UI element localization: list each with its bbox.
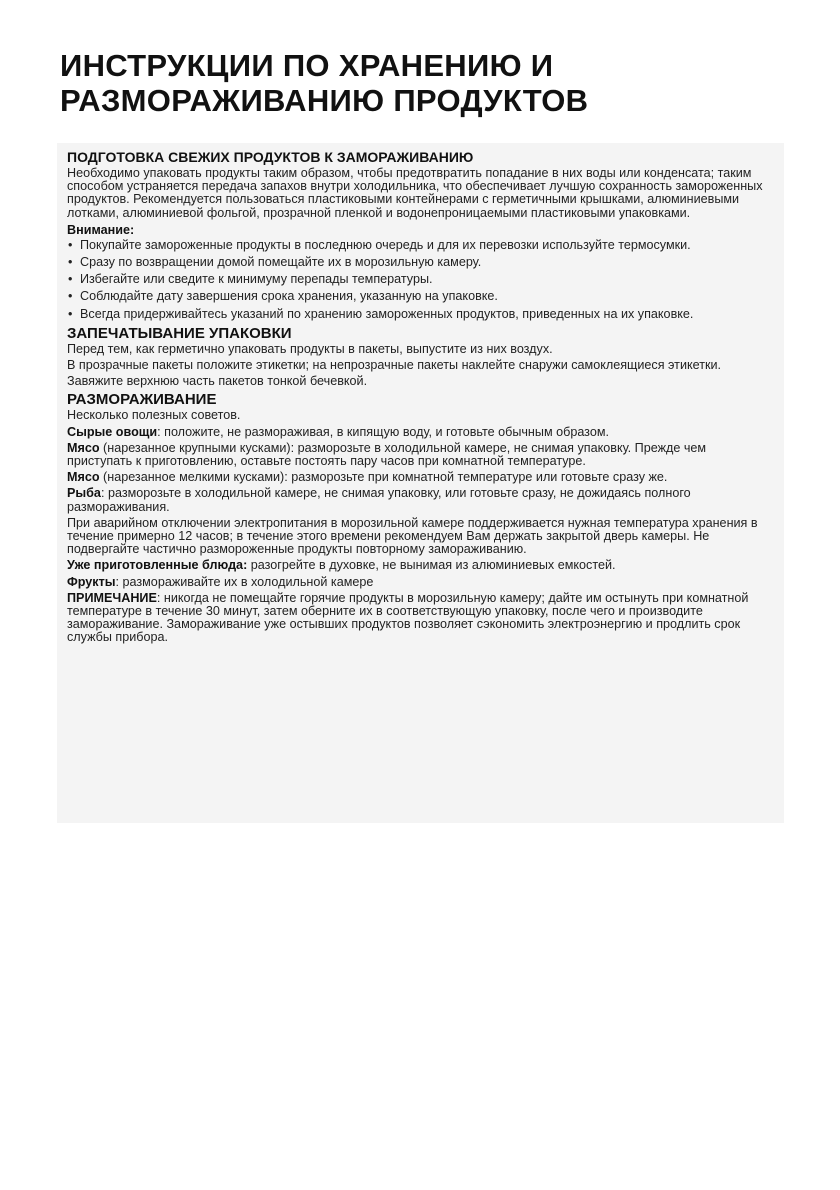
page-title-line-2: РАЗМОРАЖИВАНИЮ ПРОДУКТОВ — [60, 83, 589, 118]
bullet-icon: • — [68, 289, 73, 304]
preparation-intro: Необходимо упаковать продукты таким образом, чтобы предотвратить попадание в них воды или конденсата; таким способом устраняется передача запахов внутри холодильника, что обеспечивает лучшую сохранность замороженных продуктов. Рекомендуется пользоваться пластиковыми контейнерами с герметичными крышками, алюминиевыми лотками, алюминиевой фольгой, прозрачной пленкой и водонепроницаемыми пластиковыми упаковками. — [67, 166, 763, 220]
list-item — [67, 239, 774, 252]
sealing-paragraph: Завяжите верхнюю часть пакетов тонкой бечевкой. — [67, 374, 368, 389]
tip-meat-small — [67, 471, 774, 484]
list-item-text: Всегда придерживайтесь указаний по хранению замороженных продуктов, приведенных на их упаковке. — [80, 306, 694, 321]
list-item — [67, 256, 774, 269]
tip-label: Сырые овощи — [67, 424, 158, 439]
section-sealing — [67, 325, 774, 389]
list-item-text: Избегайте или сведите к минимуму перепады температуры. — [80, 272, 433, 287]
sealing-paragraph: В прозрачные пакеты положите этикетки; на непрозрачные пакеты наклейте снаружи самоклеящиеся этикетки. — [67, 358, 722, 373]
tip-fruits — [67, 576, 774, 589]
tip-text: : размораживайте их в холодильной камере — [115, 574, 374, 589]
section-thawing — [67, 391, 774, 644]
tip-raw-vegetables — [67, 426, 774, 439]
tip-meat-large — [67, 442, 774, 468]
note-paragraph — [67, 592, 774, 645]
tip-text: : разморозьте в холодильной камере, не снимая упаковку, или готовьте сразу, не дожидаясь полного размораживания. — [67, 486, 691, 514]
tip-label: Уже приготовленные блюда: — [67, 558, 248, 573]
power-outage-paragraph: При аварийном отключении электропитания в морозильной камере поддерживается нужная температура хранения в течение примерно 12 часов; в течение этого времени рекомендуем Вам держать закрытой дверь камеры. Не подвергайте частично размороженные продукты повторному замораживанию. — [67, 515, 758, 557]
list-item — [67, 290, 774, 303]
tip-fish — [67, 487, 774, 513]
attention-label: Внимание: — [67, 222, 135, 237]
instructions-panel — [57, 143, 784, 823]
tip-label: Мясо — [67, 440, 100, 455]
list-item-text: Соблюдайте дату завершения срока хранения, указанную на упаковке. — [80, 289, 498, 304]
page-title-line-1: ИНСТРУКЦИИ ПО ХРАНЕНИЮ И — [60, 48, 554, 83]
section-preparation — [67, 149, 774, 321]
tip-text: (нарезанное крупными кусками): разморозьте в холодильной камере, не снимая упаковку. Прежде чем приступать к приготовлению, оставьте постоять пару часов при комнатной температуре. — [67, 440, 707, 469]
tip-text: разогрейте в духовке, не вынимая из алюминиевых емкостей. — [247, 558, 616, 573]
list-item-text: Покупайте замороженные продукты в последнюю очередь и для их перевозки используйте термосумки. — [80, 237, 691, 252]
list-item — [67, 273, 774, 286]
note-text: : никогда не помещайте горячие продукты в морозильную камеру; дайте им остынуть при комнатной температуре в течение 30 минут, затем оберните их в соответствующую упаковку, после чего и производите замораживание. Замораживание уже остывших продуктов позволяет сэкономить электроэнергию и продлить срок службы прибора. — [67, 590, 749, 645]
thawing-intro: Несколько полезных советов. — [67, 408, 241, 423]
page-title — [60, 48, 800, 118]
tip-label: Мясо — [67, 470, 100, 485]
section-heading-sealing: ЗАПЕЧАТЫВАНИЕ УПАКОВКИ — [67, 324, 292, 342]
bullet-icon: • — [68, 272, 73, 287]
section-heading-thawing: РАЗМОРАЖИВАНИЕ — [67, 391, 217, 409]
bullet-icon: • — [68, 306, 73, 321]
list-item-text: Сразу по возвращении домой помещайте их в морозильную камеру. — [80, 255, 482, 270]
tip-ready-meals — [67, 559, 774, 572]
bullet-icon: • — [68, 255, 73, 270]
attention-list — [67, 239, 774, 321]
section-heading-preparation: ПОДГОТОВКА СВЕЖИХ ПРОДУКТОВ К ЗАМОРАЖИВАНИЮ — [67, 149, 474, 165]
tip-label: Рыба — [67, 486, 101, 501]
bullet-icon: • — [68, 237, 73, 252]
tip-label: Фрукты — [67, 574, 116, 589]
list-item — [67, 308, 774, 321]
tip-text: : положите, не размораживая, в кипящую воду, и готовьте обычным образом. — [157, 424, 609, 439]
note-label: ПРИМЕЧАНИЕ — [67, 590, 157, 605]
sealing-paragraph: Перед тем, как герметично упаковать продукты в пакеты, выпустите из них воздух. — [67, 341, 553, 356]
tip-text: (нарезанное мелкими кусками): разморозьте при комнатной температуре или готовьте сразу же. — [99, 470, 668, 485]
